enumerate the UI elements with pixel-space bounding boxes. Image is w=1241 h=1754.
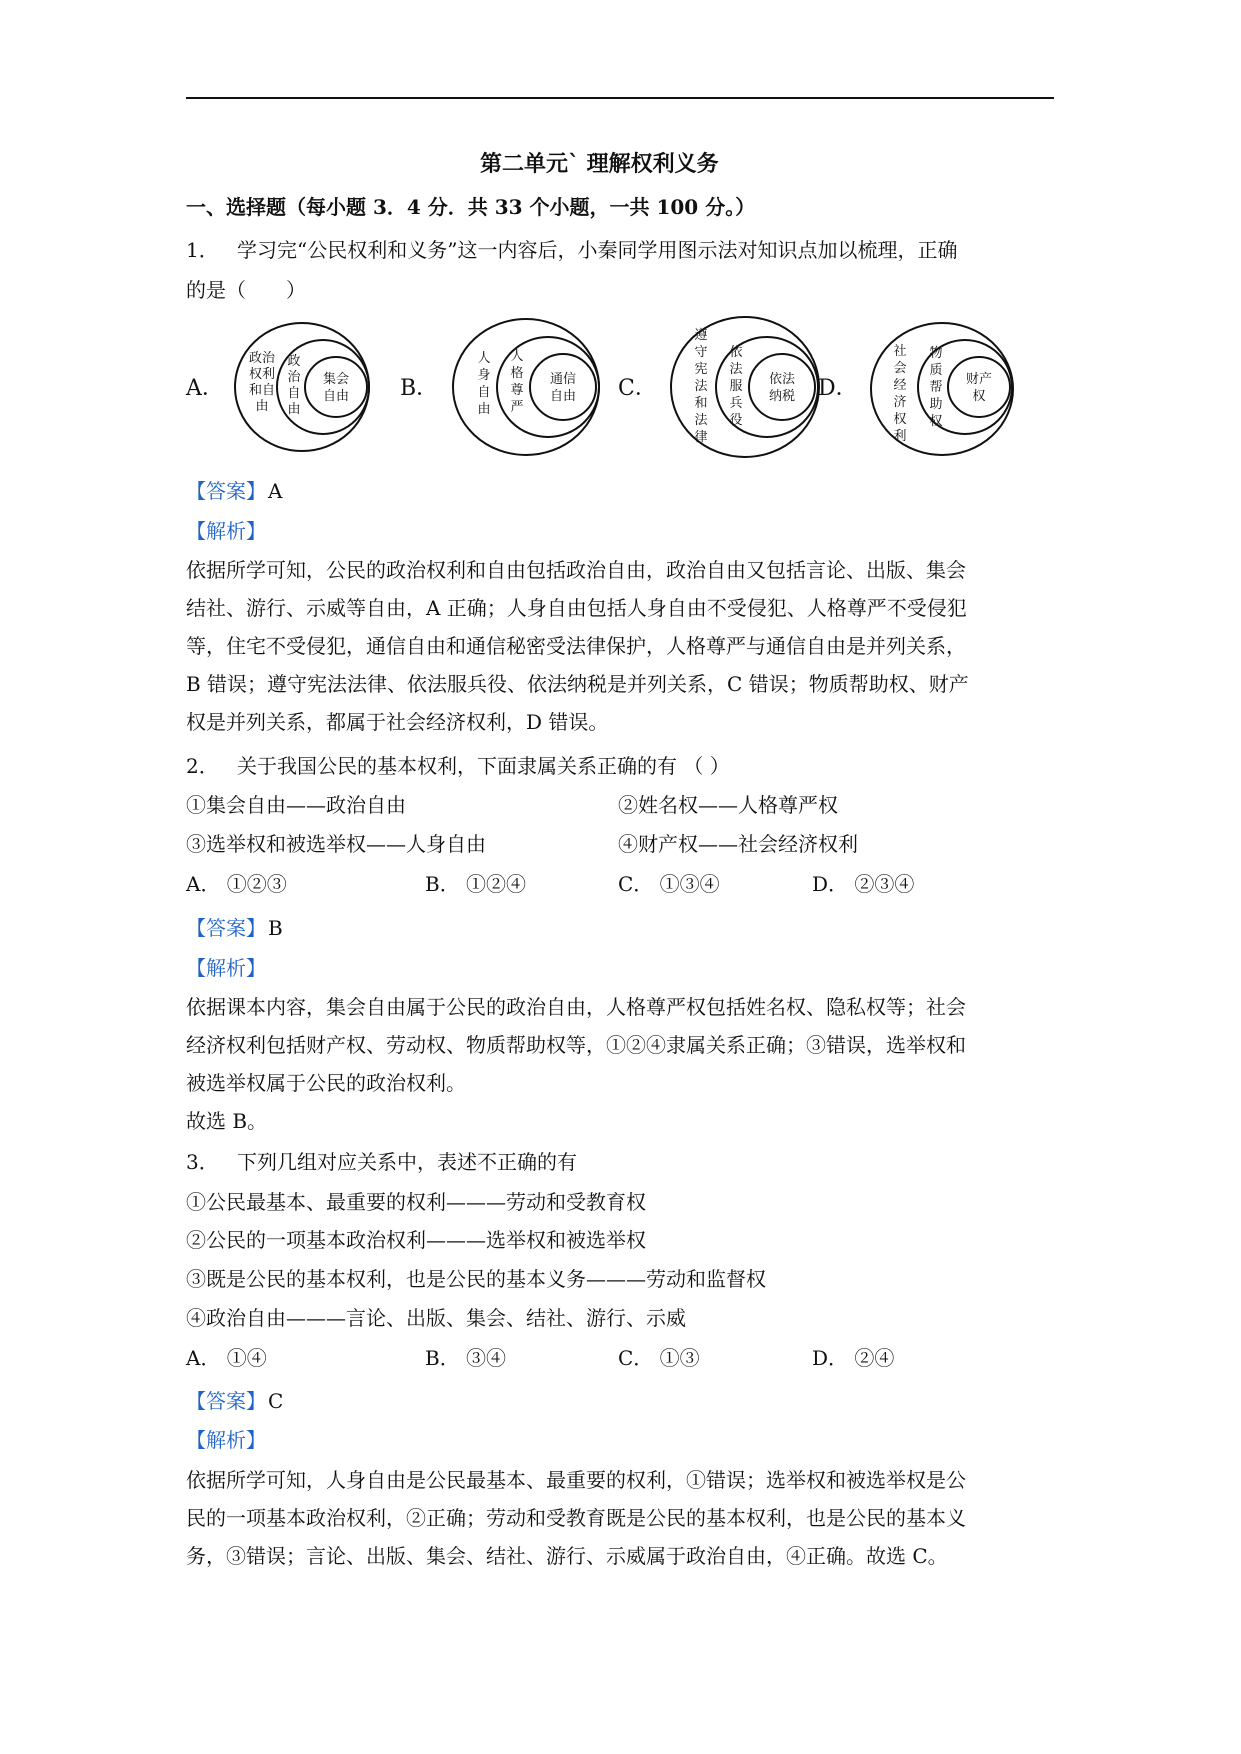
q1-a-outer-text-0: 政治 xyxy=(248,351,276,366)
q1-b-middle-text-3: 严 xyxy=(510,400,524,415)
q1-b-inner-text-0: 通信 xyxy=(549,372,577,387)
q3-analysis-line: 依据所学可知，人身自由是公民最基本、最重要的权利，①错误；选举权和被选举权是公 xyxy=(186,1468,966,1492)
q1-number: 1． xyxy=(186,238,219,262)
q1-b-outer-text-2: 自 xyxy=(477,385,491,400)
q2-number: 2． xyxy=(186,754,219,778)
q1-a-middle-text-1: 治 xyxy=(287,370,301,385)
q1-b-middle-text-0: 人 xyxy=(510,349,524,364)
q1-a-outer-text-1: 权利 xyxy=(248,367,276,382)
q1-d-outer-text-2: 经 xyxy=(893,378,907,393)
q1-c-inner-text-1: 纳税 xyxy=(768,389,796,404)
q1-c-middle-text-2: 服 xyxy=(729,379,743,394)
q1-d-inner-text-1: 权 xyxy=(972,389,986,404)
q1-b-inner-text-1: 自由 xyxy=(549,389,577,404)
q3-choice-a: A． ①④ xyxy=(186,1346,267,1370)
q1-option-c-diagram xyxy=(668,314,822,460)
q1-d-middle-text-1: 质 xyxy=(929,363,943,378)
q1-c-outer-text-5: 法 xyxy=(694,413,708,428)
q1-c-outer-text-4: 和 xyxy=(694,396,708,411)
q2-answer-tag: 【答案】 xyxy=(186,916,266,940)
q1-b-outer-text-3: 由 xyxy=(477,402,491,417)
q1-c-middle-text-3: 兵 xyxy=(729,396,743,411)
q1-c-outer-text-1: 守 xyxy=(694,345,708,360)
q3-item: ④政治自由———言论、出版、集会、结社、游行、示威 xyxy=(186,1306,686,1330)
q1-c-outer-text-3: 法 xyxy=(694,379,708,394)
q2-item: ③选举权和被选举权——人身自由 xyxy=(186,832,486,856)
q1-a-inner-text-0: 集会 xyxy=(322,372,350,387)
q3-item: ②公民的一项基本政治权利———选举权和被选举权 xyxy=(186,1228,646,1252)
q2-item: ①集会自由——政治自由 xyxy=(186,793,406,817)
q1-b-middle-text-2: 尊 xyxy=(510,383,524,398)
q2-analysis-line: 依据课本内容，集会自由属于公民的政治自由，人格尊严权包括姓名权、隐私权等；社会 xyxy=(186,995,966,1019)
q2-item: ②姓名权——人格尊严权 xyxy=(618,793,838,817)
q1-c-outer-text-2: 宪 xyxy=(694,362,708,377)
q1-answer-tag: 【答案】 xyxy=(186,479,266,503)
q1-analysis-line: 依据所学可知，公民的政治权利和自由包括政治自由，政治自由又包括言论、出版、集会 xyxy=(186,558,966,582)
q1-analysis-line: 权是并列关系，都属于社会经济权利，D 错误。 xyxy=(186,710,609,734)
q1-option-c-label: C． xyxy=(618,376,657,401)
q1-option-a-label: A． xyxy=(186,376,224,401)
q1-c-middle-text-0: 依 xyxy=(729,345,743,360)
q1-option-d-diagram xyxy=(868,320,1016,458)
q2-choice-d: D． ②③④ xyxy=(812,872,915,896)
q1-c-middle-text-1: 法 xyxy=(729,362,743,377)
q2-answer: B xyxy=(268,916,283,940)
q1-b-middle-text-1: 格 xyxy=(510,366,524,381)
q1-option-b-diagram xyxy=(450,316,602,459)
q1-c-inner-text-0: 依法 xyxy=(768,372,796,387)
q1-answer: A xyxy=(268,479,283,503)
q1-d-inner-text-0: 财产 xyxy=(965,372,993,387)
q1-a-middle-text-0: 政 xyxy=(287,354,301,369)
header-rule xyxy=(186,97,1054,99)
q1-d-outer-text-0: 社 xyxy=(893,344,907,359)
q1-analysis-line: B 错误；遵守宪法法律、依法服兵役、依法纳税是并列关系，C 错误；物质帮助权、财产 xyxy=(186,672,969,696)
q3-choice-c: C． ①③ xyxy=(618,1346,700,1370)
q2-choice-b: B． ①②④ xyxy=(425,872,527,896)
q3-analysis-tag: 【解析】 xyxy=(186,1428,266,1452)
q1-b-outer-text-0: 人 xyxy=(477,351,491,366)
q3-answer: C xyxy=(268,1389,284,1413)
q1-c-outer-text-0: 遵 xyxy=(694,328,708,343)
q3-choice-b: B． ③④ xyxy=(425,1346,507,1370)
q1-d-middle-text-3: 助 xyxy=(929,397,943,412)
q1-a-middle-text-3: 由 xyxy=(287,402,301,417)
q2-choice-c: C． ①③④ xyxy=(618,872,720,896)
q3-analysis-line: 民的一项基本政治权利，②正确；劳动和受教育既是公民的基本权利，也是公民的基本义 xyxy=(186,1506,966,1530)
q1-d-outer-text-1: 会 xyxy=(893,361,907,376)
q1-d-middle-text-0: 物 xyxy=(929,346,943,361)
q1-d-outer-text-3: 济 xyxy=(893,395,907,410)
q2-item: ④财产权——社会经济权利 xyxy=(618,832,858,856)
q3-choice-d: D． ②④ xyxy=(812,1346,895,1370)
q3-analysis-line: 务，③错误；言论、出版、集会、结社、游行、示威属于政治自由，④正确。故选 C。 xyxy=(186,1544,948,1568)
q1-analysis-line: 等，住宅不受侵犯，通信自由和通信秘密受法律保护，人格尊严与通信自由是并列关系， xyxy=(186,634,966,658)
q1-d-middle-text-4: 权 xyxy=(929,414,943,429)
q2-choice-a: A． ①②③ xyxy=(186,872,287,896)
q3-number: 3． xyxy=(186,1150,219,1174)
q1-c-middle-text-4: 役 xyxy=(729,413,743,428)
q1-stem-line2: 的是（ ） xyxy=(186,278,306,302)
q1-b-outer-text-1: 身 xyxy=(477,368,491,383)
q3-answer-tag: 【答案】 xyxy=(186,1389,266,1413)
q3-item: ①公民最基本、最重要的权利———劳动和受教育权 xyxy=(186,1190,646,1214)
q1-option-d-label: D． xyxy=(818,376,858,401)
q1-analysis-tag: 【解析】 xyxy=(186,519,266,543)
page-title: 第二单元` 理解权利义务 xyxy=(480,151,719,177)
q3-stem: 下列几组对应关系中，表述不正确的有 xyxy=(237,1150,577,1174)
q3-item: ③既是公民的基本权利，也是公民的基本义务———劳动和监督权 xyxy=(186,1267,766,1291)
q1-a-inner-text-1: 自由 xyxy=(322,389,350,404)
q1-stem-line1: 学习完“公民权利和义务”这一内容后，小秦同学用图示法对知识点加以梳理，正确 xyxy=(237,238,958,262)
q1-d-middle-text-2: 帮 xyxy=(929,380,943,395)
q1-option-b-label: B． xyxy=(400,376,439,401)
q1-c-outer-text-6: 律 xyxy=(694,430,708,445)
q1-option-a-diagram xyxy=(232,320,372,455)
q1-a-middle-text-2: 自 xyxy=(287,386,301,401)
q1-d-outer-text-4: 权 xyxy=(893,412,907,427)
section-header: 一、选择题（每小题 3．4 分．共 33 个小题，一共 100 分。） xyxy=(186,195,756,219)
q2-analysis-line: 故选 B。 xyxy=(186,1109,268,1133)
q2-analysis-line: 被选举权属于公民的政治权利。 xyxy=(186,1071,466,1095)
q2-analysis-tag: 【解析】 xyxy=(186,956,266,980)
q1-analysis-line: 结社、游行、示威等自由，A 正确；人身自由包括人身自由不受侵犯、人格尊严不受侵犯 xyxy=(186,596,967,620)
q2-analysis-line: 经济权利包括财产权、劳动权、物质帮助权等，①②④隶属关系正确；③错误，选举权和 xyxy=(186,1033,966,1057)
q1-a-outer-text-2: 和自 xyxy=(248,383,276,398)
q1-d-outer-text-5: 利 xyxy=(893,429,907,444)
q1-a-outer-text-3: 由 xyxy=(255,399,269,414)
q2-stem: 关于我国公民的基本权利，下面隶属关系正确的有 （ ） xyxy=(237,754,730,778)
